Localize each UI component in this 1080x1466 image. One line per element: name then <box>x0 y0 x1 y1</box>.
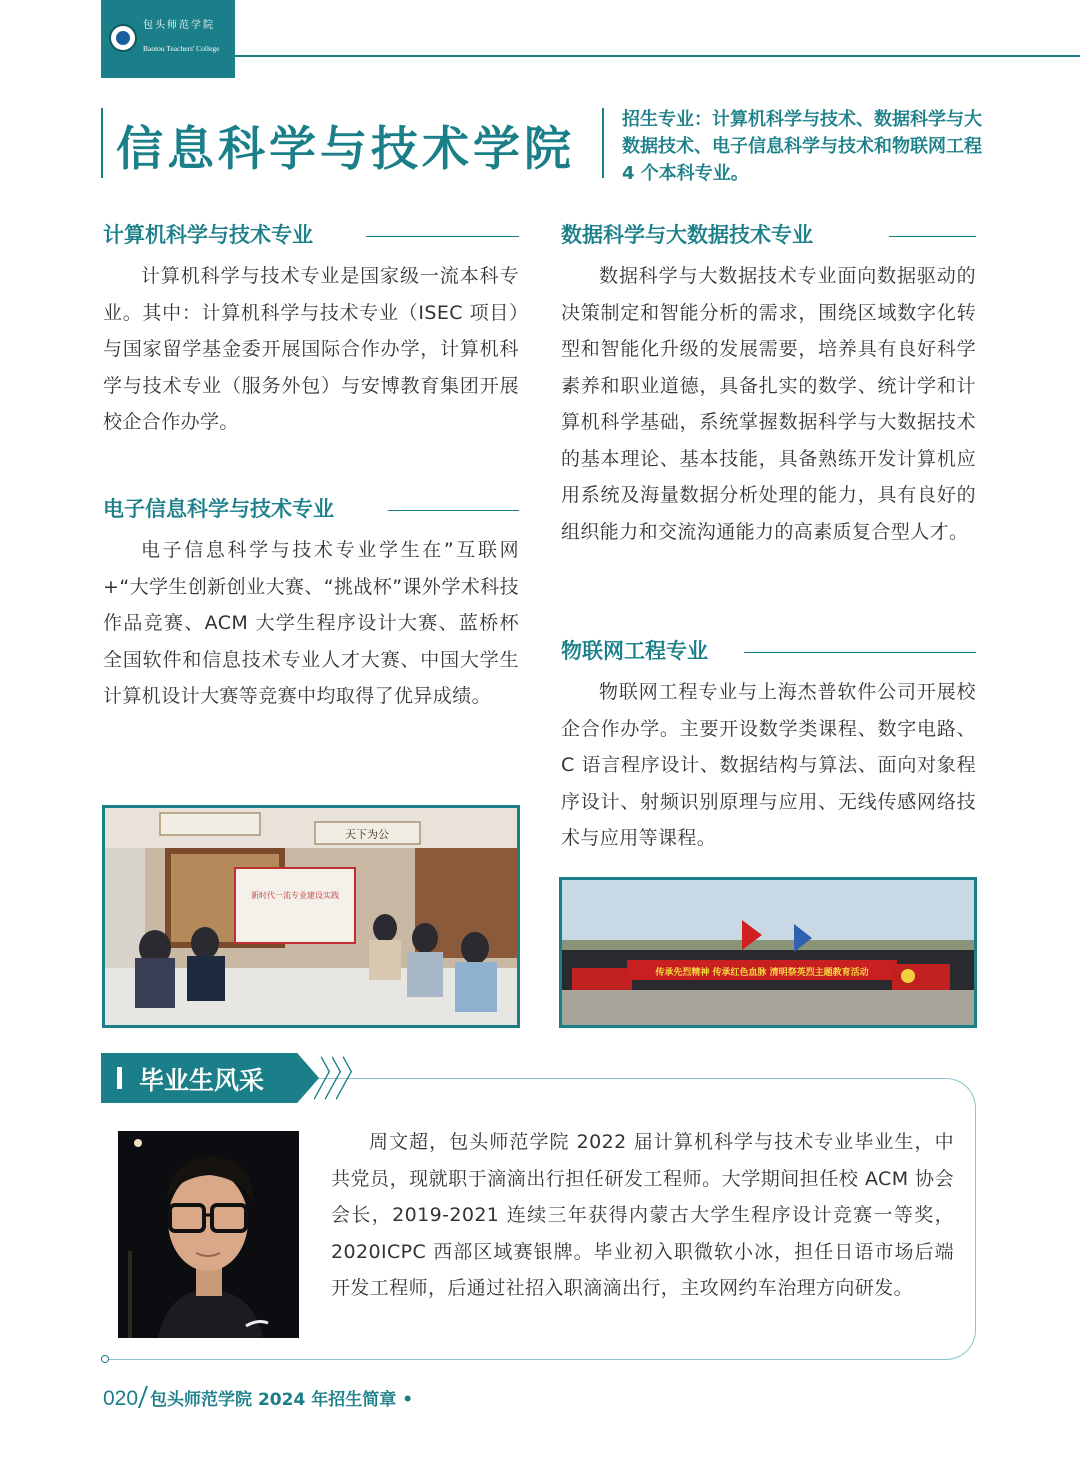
alumni-portrait <box>118 1131 299 1338</box>
heading-ei-rule <box>388 510 519 511</box>
text-cs: 计算机科学与技术专业是国家级一流本科专业。其中：计算机科学与技术专业（ISEC 项目）与国家留学基金委开展国际合作办学，计算机科学与技术专业（服务外包）与安博教育集团开展校企合作办学。 <box>103 265 519 433</box>
alumni-text: 周文超，包头师范学院 2022 届计算机科学与技术专业毕业生，中共党员，现就职于滴滴出行担任研发工程师。大学期间担任校 ACM 协会会长，2019-2021 连续三年获得内蒙古大学生程序设计竞赛一等奖，2020ICPC 西部区域赛银牌。毕业初入职微软小冰，担任日语市场后端开发工程师，后通过社招入职滴滴出行，主攻网约车治理方向研发。 <box>331 1131 954 1299</box>
footer <box>103 1385 413 1411</box>
title-bar-left <box>101 108 103 178</box>
page-number: 020 <box>103 1387 139 1410</box>
heading-ds-rule <box>889 236 976 237</box>
activity-banner-text: 传承先烈精神 传承红色血脉 清明祭英烈主题教育活动 <box>655 968 869 978</box>
activity-photo <box>559 877 977 1028</box>
text-ei: 电子信息科学与技术专业学生在”互联网 +“大学生创新创业大赛、“挑战杯”课外学术科技作品竞赛、ACM 大学生程序设计大赛、蓝桥杯全国软件和信息技术专业人才大赛、中国大学生计算机设计大赛等竞赛中均取得了优异成绩。 <box>103 539 519 707</box>
footer-slash <box>138 1386 148 1408</box>
heading-ei: 电子信息科学与技术专业 <box>103 497 334 521</box>
school-seal-logo <box>109 24 137 52</box>
heading-cs: 计算机科学与技术专业 <box>103 223 313 247</box>
heading-iot-rule <box>744 652 976 653</box>
footer-dot: • <box>402 1390 414 1410</box>
heading-cs-rule <box>366 236 519 237</box>
heading-ds: 数据科学与大数据技术专业 <box>561 223 813 247</box>
alumni-heading: 毕业生风采 <box>139 1066 265 1095</box>
header-rule <box>235 55 1080 57</box>
school-name-cn: 包头师范学院 <box>143 20 215 31</box>
school-name-en: Baotou Teachers' College <box>143 44 220 53</box>
footer-title: 包头师范学院 2024 年招生简章 <box>150 1390 397 1410</box>
heading-iot: 物联网工程专业 <box>561 639 708 663</box>
meeting-slide-text: 新时代一流专业建设实践 <box>251 891 339 900</box>
title-divider <box>602 108 604 178</box>
text-ds: 数据科学与大数据技术专业面向数据驱动的决策制定和智能分析的需求，围绕区域数字化转型和智能化升级的发展需要，培养具有良好科学素养和职业道德，具备扎实的数学、统计学和计算机科学基础，系统掌握数据科学与大数据技术的基本理论、基本技能，具备熟练开发计算机应用系统及海量数据分析处理的能力，具有良好的组织能力和交流沟通能力的高素质复合型人才。 <box>561 265 976 543</box>
frame-end-dot <box>101 1355 109 1363</box>
enrollment-summary: 招生专业：计算机科学与技术、数据科学与大数据技术、电子信息科学与技术和物联网工程 4 个本科专业。 <box>622 109 982 184</box>
activity-photo-image <box>562 880 974 1025</box>
meeting-plaque-text: 天下为公 <box>345 828 389 841</box>
meeting-photo <box>102 805 520 1028</box>
text-iot: 物联网工程专业与上海杰普软件公司开展校企合作办学。主要开设数学类课程、数字电路、C 语言程序设计、数据结构与算法、面向对象程序设计、射频识别原理与应用、无线传感网络技术与应用等课程。 <box>561 681 976 849</box>
alumni-portrait-image <box>118 1131 299 1338</box>
alumni-tag-bar <box>117 1067 122 1089</box>
meeting-photo-image <box>105 808 517 1025</box>
page-title: 信息科学与技术学院 <box>116 122 575 177</box>
